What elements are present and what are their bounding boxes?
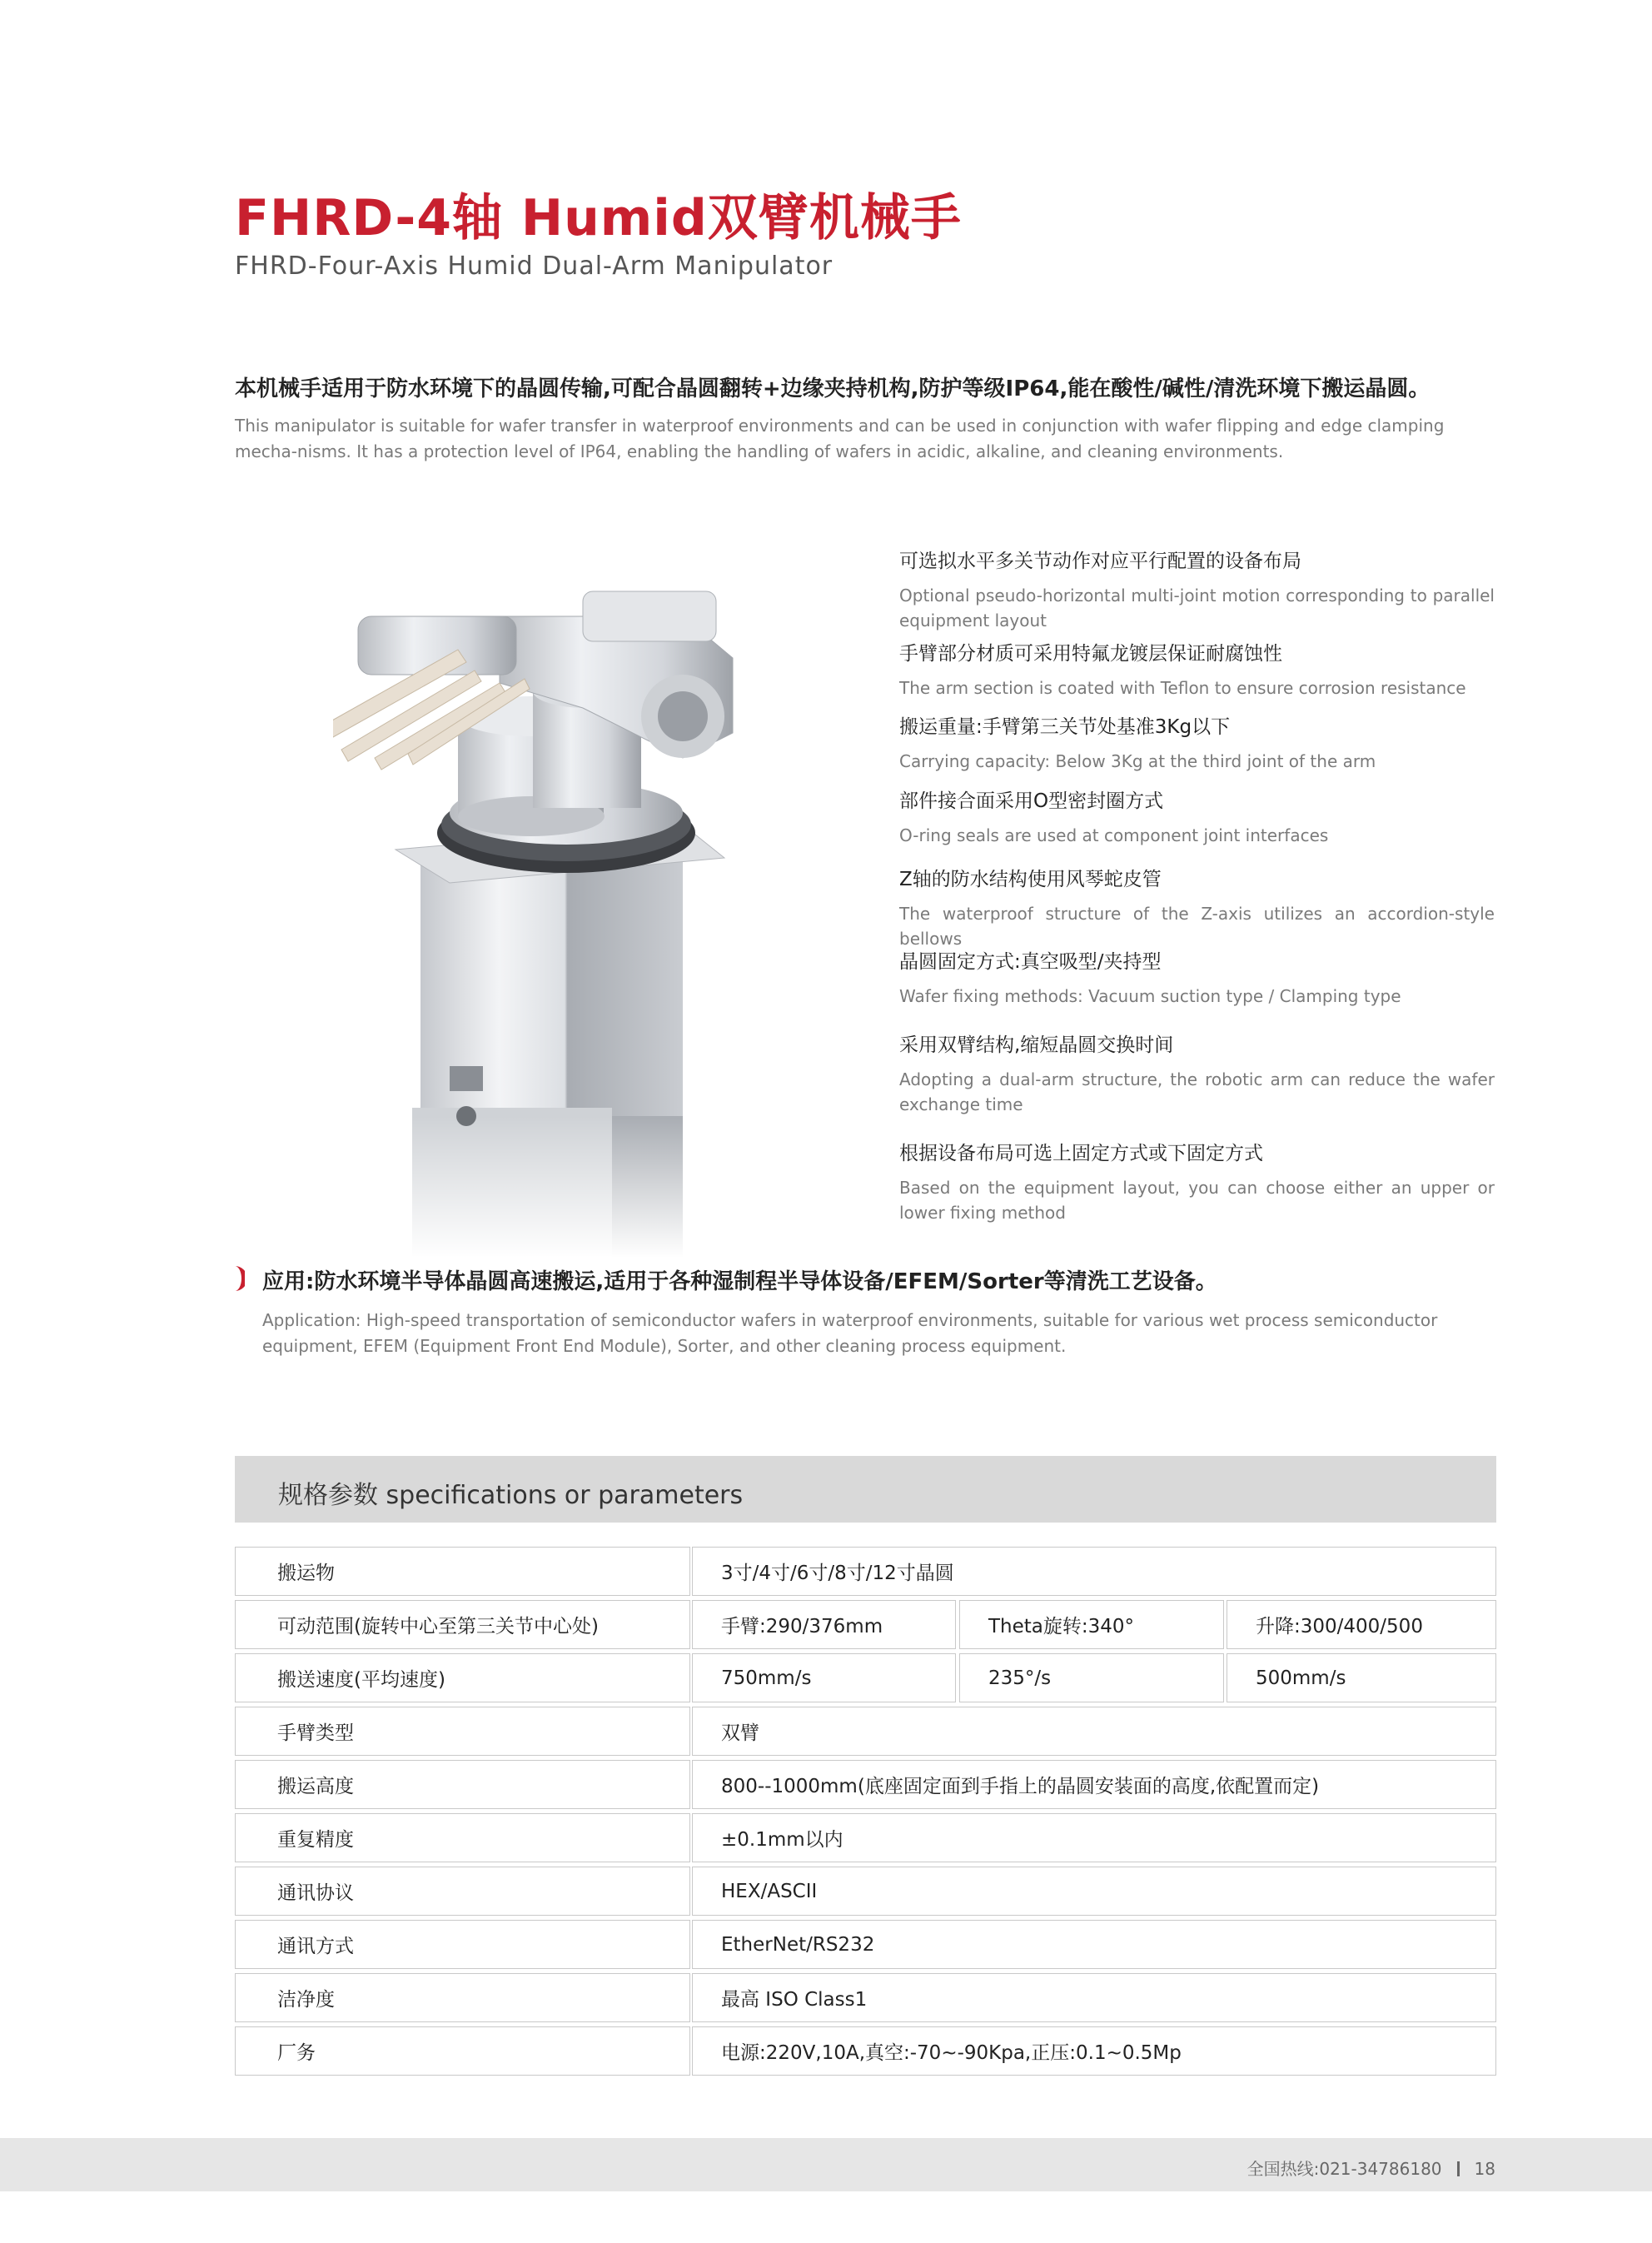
spec-label: 可动范围(旋转中心至第三关节中心处)	[235, 1600, 690, 1649]
spec-value: HEX/ASCII	[692, 1867, 1496, 1916]
spec-value: 最高 ISO Class1	[692, 1973, 1496, 2022]
application-en: Application: High-speed transportation of semiconductor wafers in waterproof environments, suitable for various wet process semiconductor equipment, EFEM (Equipment Front End Module), Sorter, and other cleaning process equipment.	[262, 1310, 1438, 1356]
feature-item	[899, 638, 1495, 700]
feature-item	[899, 946, 1495, 1009]
feature-item	[899, 1138, 1495, 1225]
spec-value: Theta旋转:340°	[959, 1600, 1224, 1649]
feature-title: Z轴的防水结构使用风琴蛇皮管	[899, 869, 1162, 890]
application-cn: 应用:防水环境半导体晶圆高速搬运,适用于各种湿制程半导体设备/EFEM/Sorter等清洗工艺设备。	[262, 1269, 1217, 1294]
page-subtitle: FHRD-Four-Axis Humid Dual-Arm Manipulator	[235, 252, 833, 281]
footer-hotline: 全国热线:021-34786180	[1246, 2159, 1442, 2179]
feature-desc: Adopting a dual-arm structure, the robotic arm can reduce the wafer exchange time	[899, 1069, 1495, 1114]
robot-arm-illustration	[333, 583, 883, 1258]
feature-title: 根据设备布局可选上固定方式或下固定方式	[899, 1143, 1263, 1164]
feature-item	[899, 546, 1495, 633]
spec-value: 手臂:290/376mm	[692, 1600, 956, 1649]
feature-desc: The waterproof structure of the Z-axis utilizes an accordion-style bellows	[899, 904, 1495, 949]
spec-value: 800--1000mm(底座固定面到手指上的晶圆安装面的高度,依配置而定)	[692, 1760, 1496, 1809]
spec-value: 235°/s	[959, 1653, 1224, 1702]
application-bullet-icon	[226, 1266, 245, 1291]
spec-value: 750mm/s	[692, 1653, 956, 1702]
feature-desc: Wafer fixing methods: Vacuum suction type / Clamping type	[899, 986, 1401, 1006]
spec-label: 通讯方式	[235, 1920, 690, 1969]
feature-desc: O-ring seals are used at component joint interfaces	[899, 825, 1329, 845]
feature-title: 部件接合面采用O型密封圈方式	[899, 790, 1164, 812]
spec-label: 搬送速度(平均速度)	[235, 1653, 690, 1702]
footer-separator	[1457, 2161, 1460, 2176]
spec-value: ±0.1mm以内	[692, 1813, 1496, 1862]
spec-value: 500mm/s	[1227, 1653, 1496, 1702]
footer	[1247, 2156, 1495, 2180]
feature-item	[899, 711, 1495, 774]
spec-label: 洁净度	[235, 1973, 690, 2022]
spec-label: 搬运物	[235, 1547, 690, 1596]
spec-label: 厂务	[235, 2026, 690, 2076]
page-number: 18	[1474, 2159, 1495, 2179]
feature-title: 采用双臂结构,缩短晶圆交换时间	[899, 1034, 1174, 1056]
feature-item	[899, 1029, 1495, 1117]
feature-item	[899, 864, 1495, 951]
spec-label: 通讯协议	[235, 1867, 690, 1916]
feature-item	[899, 785, 1495, 848]
spec-value: 3寸/4寸/6寸/8寸/12寸晶圆	[692, 1547, 1496, 1596]
intro-en: This manipulator is suitable for wafer transfer in waterproof environments and can be used in conjunction with wafer flipping and edge clamping mecha-nisms. It has a protection level of IP64, enabling the handling of wafers in acidic, alkaline, and cleaning environments.	[235, 416, 1445, 461]
feature-title: 可选拟水平多关节动作对应平行配置的设备布局	[899, 551, 1301, 572]
feature-title: 晶圆固定方式:真空吸型/夹持型	[899, 951, 1162, 973]
spec-value: EtherNet/RS232	[692, 1920, 1496, 1969]
feature-title: 搬运重量:手臂第三关节处基准3Kg以下	[899, 716, 1231, 738]
feature-desc: Based on the equipment layout, you can choose either an upper or lower fixing method	[899, 1178, 1495, 1223]
feature-desc: Carrying capacity: Below 3Kg at the third joint of the arm	[899, 751, 1376, 771]
feature-desc: The arm section is coated with Teflon to ensure corrosion resistance	[899, 678, 1466, 698]
spec-label: 手臂类型	[235, 1707, 690, 1756]
feature-title: 手臂部分材质可采用特氟龙镀层保证耐腐蚀性	[899, 643, 1282, 665]
spec-value: 双臂	[692, 1707, 1496, 1756]
feature-desc: Optional pseudo-horizontal multi-joint motion corresponding to parallel equipment layout	[899, 586, 1495, 631]
spec-value: 升降:300/400/500	[1227, 1600, 1496, 1649]
spec-value: 电源:220V,10A,真空:-70~-90Kpa,正压:0.1~0.5Mp	[692, 2026, 1496, 2076]
spec-heading: 规格参数 specifications or parameters	[278, 1481, 744, 1510]
spec-header	[235, 1456, 1496, 1523]
spec-label: 重复精度	[235, 1813, 690, 1862]
intro-cn: 本机械手适用于防水环境下的晶圆传输,可配合晶圆翻转+边缘夹持机构,防护等级IP64,能在酸性/碱性/清洗环境下搬运晶圆。	[235, 376, 1431, 401]
page-title: FHRD-4轴 Humid双臂机械手	[235, 189, 962, 247]
spec-label: 搬运高度	[235, 1760, 690, 1809]
